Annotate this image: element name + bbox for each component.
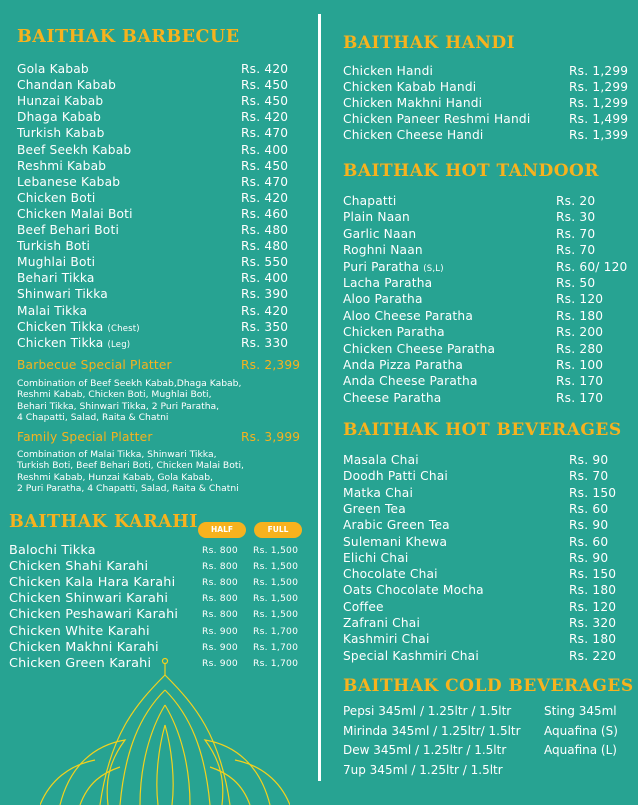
item-price: Rs. 420 (241, 303, 289, 318)
item-name: Shinwari Tikka (17, 287, 108, 302)
platter-2 (17, 429, 307, 445)
menu-item (343, 341, 638, 357)
menu-item (343, 373, 638, 389)
item-name: Beef Behari Boti (17, 223, 120, 237)
menu-item (343, 648, 638, 664)
menu-item (343, 242, 638, 258)
menu-item (17, 61, 317, 77)
item-name: Anda Cheese Paratha (343, 374, 478, 389)
menu-item (343, 517, 638, 533)
item-name: Chicken Green Karahi (9, 655, 152, 671)
karahi-item (9, 624, 309, 640)
item-price: Rs. 450 (241, 158, 289, 173)
item-price: Rs. 1,299 (569, 96, 629, 111)
item-name: Kashmiri Chai (343, 632, 430, 647)
item-name: Dhaga Kabab (17, 110, 102, 125)
item-price: Rs. 100 (556, 358, 604, 372)
item-price: Rs. 90 (569, 550, 609, 565)
cold-drink: Aquafina (S) (544, 723, 618, 738)
platter-1 (17, 357, 307, 373)
menu-item (343, 501, 638, 517)
karahi-item (9, 591, 309, 607)
item-price: Rs. 60/ 120 (556, 259, 628, 274)
menu-item (17, 254, 317, 270)
full-price: Rs. 1,500 (253, 593, 299, 605)
item-price: Rs. 450 (241, 94, 289, 109)
item-name: Chicken Handi (343, 64, 434, 78)
half-price: Rs. 800 (202, 545, 238, 556)
item-name: Gola Kabab (17, 62, 89, 76)
menu-item (343, 79, 638, 95)
item-price: Rs. 150 (569, 485, 617, 500)
item-name: Balochi Tikka (9, 543, 96, 558)
menu-item (343, 452, 638, 468)
karahi-title: BAITHAK KARAHI (9, 512, 198, 532)
item-name: Chicken Shinwari Karahi (9, 591, 169, 607)
cold-drink: Pepsi 345ml / 1.25ltr / 1.5ltr (343, 704, 512, 718)
menu-item (17, 222, 317, 238)
item-name: Cheese Paratha (343, 390, 442, 405)
menu-item (343, 566, 638, 582)
item-name: Chicken Boti (17, 190, 96, 205)
item-name: Chicken Paneer Reshmi Handi (343, 112, 531, 127)
item-price: Rs. 1,499 (569, 112, 629, 127)
item-note: (Leg) (107, 339, 131, 350)
item-name: Chicken Cheese Handi (343, 128, 484, 143)
item-price: Rs. 180 (569, 583, 617, 598)
item-name: Chicken Tikka (17, 335, 104, 350)
item-price: Rs. 450 (241, 78, 289, 93)
item-note: (S,L) (423, 263, 444, 274)
item-price: Rs. 1,299 (569, 64, 629, 78)
mandala-ornament (40, 655, 290, 805)
karahi-item (9, 575, 309, 591)
item-name: Malai Tikka (17, 303, 88, 318)
item-note: (Chest) (107, 323, 140, 334)
menu-item (343, 291, 638, 307)
item-price: Rs. 70 (556, 226, 596, 241)
cold-drink: Sting 345ml (544, 704, 617, 718)
item-name: Arabic Green Tea (343, 518, 450, 533)
menu-item (343, 468, 638, 484)
item-price: Rs. 470 (241, 126, 289, 141)
menu-item (17, 109, 317, 125)
item-name: Chicken Makhni Handi (343, 96, 483, 111)
item-name: Lebanese Kabab (17, 174, 121, 189)
item-name: Hunzai Kabab (17, 94, 104, 109)
menu-item (343, 534, 638, 550)
item-price: Rs. 280 (556, 341, 604, 356)
menu-item (343, 485, 638, 501)
cold-drink: Dew 345ml / 1.25ltr / 1.5ltr (343, 743, 507, 757)
item-name: Chicken Cheese Paratha (343, 341, 496, 356)
item-name: Special Kashmiri Chai (343, 648, 479, 663)
karahi-item (9, 607, 309, 623)
karahi-item (9, 543, 309, 559)
full-price: Rs. 1,700 (253, 657, 299, 669)
item-name: Chicken White Karahi (9, 623, 150, 639)
menu-item (343, 308, 638, 324)
item-name: Chicken Tikka (17, 319, 104, 334)
item-name: Chandan Kabab (17, 78, 117, 93)
item-name: Chicken Makhni Karahi (9, 639, 159, 655)
full-price: Rs. 1,500 (253, 561, 299, 573)
item-price: Rs. 480 (241, 223, 289, 237)
item-price: Rs. 90 (569, 453, 609, 467)
item-name: Aloo Cheese Paratha (343, 308, 473, 323)
item-name: Sulemani Khewa (343, 534, 448, 549)
menu-item (343, 631, 638, 647)
menu-item (17, 335, 317, 351)
item-name: Chicken Shahi Karahi (9, 559, 149, 575)
menu-item (17, 77, 317, 93)
menu-item (343, 582, 638, 598)
item-price: Rs. 400 (241, 142, 289, 157)
barbecue-title: BAITHAK BARBECUE (17, 27, 240, 47)
item-price: Rs. 180 (569, 632, 617, 647)
menu-item (343, 599, 638, 615)
item-price: Rs. 330 (241, 335, 289, 350)
full-label: FULL (254, 522, 302, 538)
menu-item (17, 286, 317, 302)
item-price: Rs. 1,399 (569, 128, 629, 143)
item-price: Rs. 550 (241, 255, 289, 270)
item-price: Rs. 30 (556, 210, 596, 225)
full-price: Rs. 1,500 (253, 577, 299, 589)
item-name: Puri Paratha (343, 259, 420, 274)
item-price: Rs. 420 (241, 190, 289, 205)
menu-item (17, 190, 317, 206)
half-price: Rs. 800 (202, 593, 238, 605)
menu-item (17, 303, 317, 319)
handi-title: BAITHAK HANDI (343, 33, 516, 53)
item-name: Elichi Chai (343, 550, 409, 565)
item-name: Anda Pizza Paratha (343, 358, 464, 372)
half-price: Rs. 800 (202, 561, 238, 573)
menu-item (17, 142, 317, 158)
menu-item (17, 238, 317, 254)
item-name: Beef Seekh Kabab (17, 142, 132, 157)
item-name: Chicken Paratha (343, 325, 445, 340)
platter-name: Family Special Platter (17, 430, 153, 444)
full-price: Rs. 1,500 (253, 545, 299, 556)
cold-drink: Mirinda 345ml / 1.25ltr/ 1.5ltr (343, 723, 521, 738)
half-label: HALF (198, 522, 246, 538)
item-price: Rs. 70 (556, 243, 596, 258)
item-name: Turkish Kabab (17, 126, 105, 141)
item-name: Lacha Paratha (343, 276, 433, 290)
menu-item (343, 324, 638, 340)
menu-item (17, 158, 317, 174)
item-name: Reshmi Kabab (17, 158, 107, 173)
item-name: Behari Tikka (17, 271, 95, 286)
item-price: Rs. 120 (569, 599, 617, 614)
item-name: Chocolate Chai (343, 567, 438, 582)
platter-name: Barbecue Special Platter (17, 358, 172, 372)
item-name: Plain Naan (343, 210, 410, 225)
karahi-item (9, 559, 309, 575)
menu-item (343, 615, 638, 631)
item-price: Rs. 120 (556, 292, 604, 307)
item-price: Rs. 1,299 (569, 80, 629, 95)
menu-item (343, 275, 638, 291)
item-name: Masala Chai (343, 453, 419, 467)
item-name: Chicken Kala Hara Karahi (9, 575, 176, 591)
menu-item (343, 95, 638, 111)
item-price: Rs. 70 (569, 469, 609, 484)
column-divider (318, 14, 321, 781)
half-price: Rs. 900 (202, 657, 238, 669)
platter-description: Combination of Beef Seekh Kabab,Dhaga Kabab, Reshmi Kabab, Chicken Boti, Mughlai Boti, Behari Tikka, Shinwari Tikka, 2 Puri Paratha, 4 Chapatti, Salad, Raita & Chatni (17, 378, 242, 423)
item-name: Doodh Patti Chai (343, 469, 449, 484)
menu-item (343, 226, 638, 242)
menu-item (343, 209, 638, 225)
item-price: Rs. 460 (241, 206, 289, 221)
item-name: Chapatti (343, 194, 397, 208)
item-price: Rs. 480 (241, 239, 289, 254)
item-price: Rs. 60 (569, 501, 609, 516)
item-name: Zafrani Chai (343, 616, 421, 630)
cold-drink: 7up 345ml / 1.25ltr / 1.5ltr (343, 762, 503, 777)
half-price: Rs. 800 (202, 609, 238, 621)
item-price: Rs. 150 (569, 567, 617, 582)
item-name: Matka Chai (343, 485, 414, 500)
item-price: Rs. 50 (556, 276, 596, 290)
full-price: Rs. 1,500 (253, 609, 299, 621)
menu-item (343, 550, 638, 566)
menu-item (343, 259, 638, 275)
item-name: Aloo Paratha (343, 292, 423, 307)
item-price: Rs. 400 (241, 271, 289, 286)
item-price: Rs. 20 (556, 194, 596, 208)
hot-beverages-title: BAITHAK HOT BEVERAGES (343, 420, 622, 440)
cold-drink: Aquafina (L) (544, 743, 617, 757)
menu-item (343, 390, 638, 406)
menu-item (17, 93, 317, 109)
menu-item (343, 63, 638, 79)
item-name: Turkish Boti (17, 239, 91, 254)
item-name: Chicken Peshawari Karahi (9, 607, 179, 623)
menu-item (17, 174, 317, 190)
item-name: Oats Chocolate Mocha (343, 583, 484, 598)
item-price: Rs. 320 (569, 616, 617, 630)
karahi-item (9, 640, 309, 656)
half-price: Rs. 800 (202, 577, 238, 589)
item-price: Rs. 350 (241, 319, 289, 334)
item-price: Rs. 180 (556, 308, 604, 323)
platter-price: Rs. 3,999 (241, 430, 301, 444)
item-price: Rs. 170 (556, 390, 604, 405)
item-price: Rs. 470 (241, 174, 289, 189)
item-price: Rs. 170 (556, 374, 604, 389)
tandoor-title: BAITHAK HOT TANDOOR (343, 161, 599, 181)
menu-item (343, 111, 638, 127)
cold-beverages-title: BAITHAK COLD BEVERAGES (343, 676, 634, 696)
item-price: Rs. 90 (569, 518, 609, 533)
menu-item (17, 206, 317, 222)
menu-item (17, 319, 317, 335)
platter-price: Rs. 2,399 (241, 358, 301, 372)
menu-item (343, 127, 638, 143)
item-name: Chicken Malai Boti (17, 206, 133, 221)
item-price: Rs. 60 (569, 534, 609, 549)
item-price: Rs. 420 (241, 110, 289, 125)
half-price: Rs. 900 (202, 625, 238, 637)
item-name: Green Tea (343, 501, 406, 516)
half-price: Rs. 900 (202, 641, 238, 653)
full-price: Rs. 1,700 (253, 641, 299, 653)
full-price: Rs. 1,700 (253, 625, 299, 637)
item-price: Rs. 220 (569, 648, 617, 663)
menu-item (343, 357, 638, 373)
item-name: Roghni Naan (343, 243, 423, 258)
item-name: Mughlai Boti (17, 255, 96, 270)
item-price: Rs. 200 (556, 325, 604, 340)
menu-item (17, 125, 317, 141)
item-price: Rs. 390 (241, 287, 289, 302)
item-name: Coffee (343, 599, 384, 614)
item-price: Rs. 420 (241, 62, 289, 76)
item-name: Garlic Naan (343, 226, 417, 241)
menu-item (343, 193, 638, 209)
platter-description: Combination of Malai Tikka, Shinwari Tikka, Turkish Boti, Beef Behari Boti, Chicken Malai Boti, Reshmi Kabab, Hunzai Kabab, Gola Kabab, 2 Puri Paratha, 4 Chapatti, Salad, Raita & Chatni (17, 449, 244, 494)
menu-item (17, 270, 317, 286)
item-name: Chicken Kabab Handi (343, 80, 477, 95)
